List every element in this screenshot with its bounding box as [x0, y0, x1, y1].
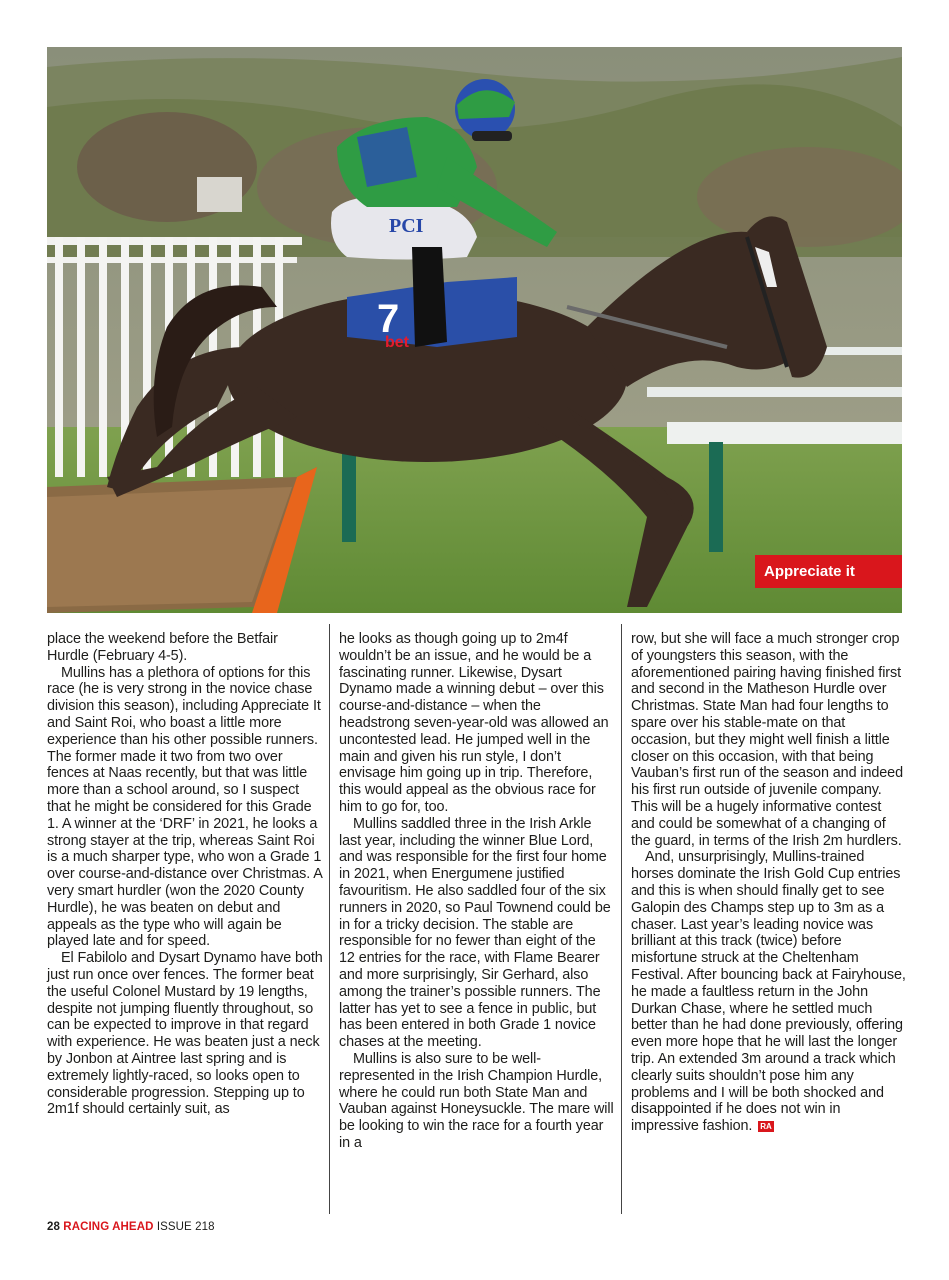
publication-name: RACING AHEAD	[63, 1221, 154, 1233]
saddle-cloth-sponsor: bet	[385, 334, 409, 351]
column-divider	[621, 624, 622, 1214]
paragraph-final	[631, 849, 907, 1135]
paragraph-text: And, unsurprisingly, Mullins-trained horses dominate the Irish Gold Cup entries and this is when should finally get to see Galopin des Champs step up to 3m as a chaser. Last year’s leading novice was brilliant at this track (twice) before misfortune struck at the Cheltenham Festival. After bouncing back at Fairyhouse, he made a faultless return in the John Durkan Chase, where he settled much better than he had done previously, offering even more hope that he will last the longer trip. An extended 3m around a track which clearly suits shouldn’t pose him any problems and I will be both shocked and disappointed if he does not win in impressive fashion.	[631, 849, 906, 1135]
paragraph: Mullins saddled three in the Irish Arkle last year, including the winner Blue Lord, and was responsible for the first four home in 2021, when Energumene justified favouritism. He also saddled four of the six runners in 2020, so Paul Townend could be in for a tricky decision. The stable are responsible for no fewer than eight of the 12 entries for the race, with Flame Bearer and more surprisingly, Sir Gerhard, also among the trainer’s possible runners. The latter has yet to see a fence in public, but has been entered in both Grade 1 novice chases at the meeting.	[339, 815, 611, 1051]
silks-lettering: PCI	[389, 215, 424, 237]
paragraph: Mullins has a plethora of options for this race (he is very strong in the novice chase division this season), including Appreciate It and Saint Roi, who boast a little more experience than his other possible runners. The former made it two from two over fences at Naas recently, but that was little more than a school around, so I suspect that he might be considered for this Grade 1. A winner at the ‘DRF’ in 2021, he looks a strong stayer at the trip, whereas Saint Roi is a much sharper type, who won a Grade 1 over course-and-distance over Christmas. A very smart hurdler (won the 2020 County Hurdle), he was beaten on debut and appeals as the type who will again be played late and for speed.	[47, 664, 322, 950]
paragraph: El Fabilolo and Dysart Dynamo have both just run once over fences. The former beat the useful Colonel Mustard by 19 lengths, despite not jumping fluently throughout, so can be expected to improve in that regard with experience. He was beaten just a neck by Jonbon at Aintree last spring and is extremely lightly-raced, so looks open to considerable progression. Stepping up to 2m1f should certainly suit, as	[47, 950, 323, 1118]
paragraph: row, but she will face a much stronger crop of youngsters this season, with the aforementioned pairing having finished first and second in the Matheson Hurdle over Christmas. State Man had four lengths to spare over his stable-mate on that occasion, but they might well finish a little closer on this occasion, with that being Vauban’s first run of the season and indeed his first run outside of juvenile company. This will be a hugely informative contest and could be somewhat of a changing of the guard, in terms of the Irish 2m hurdlers.	[631, 631, 903, 849]
end-mark-logo: RA	[760, 1121, 772, 1131]
page-number: 28	[47, 1221, 60, 1233]
page-footer	[47, 1221, 215, 1233]
paragraph: he looks as though going up to 2m4f wouldn’t be an issue, and he would be a fascinating runner. Likewise, Dysart Dynamo made a winning debut – over this course-and-distance – when the headstrong seven-year-old was allowed an uncontested lead. He jumped well in the main and given his run style, I don’t envisage him going up in trip. Therefore, this would appeal as the obvious race for him to go for, too.	[339, 631, 609, 815]
horse-jumping-image	[47, 47, 902, 613]
paragraph: place the weekend before the Betfair Hurdle (February 4-5).	[47, 631, 278, 664]
article-column-3	[631, 631, 907, 1135]
column-divider	[329, 624, 330, 1214]
hero-photo	[47, 47, 902, 613]
article-column-2	[339, 631, 615, 1152]
paragraph: Mullins is also sure to be well-represented in the Irish Champion Hurdle, where he could run both State Man and Vauban against Honeysuckle. The mare will be looking to win the race for a fourth year in a	[339, 1050, 614, 1151]
article-column-1	[47, 631, 323, 1118]
saddle-number: 7	[377, 297, 400, 341]
photo-caption: Appreciate it	[755, 555, 902, 588]
issue-label: ISSUE 218	[156, 1221, 215, 1233]
